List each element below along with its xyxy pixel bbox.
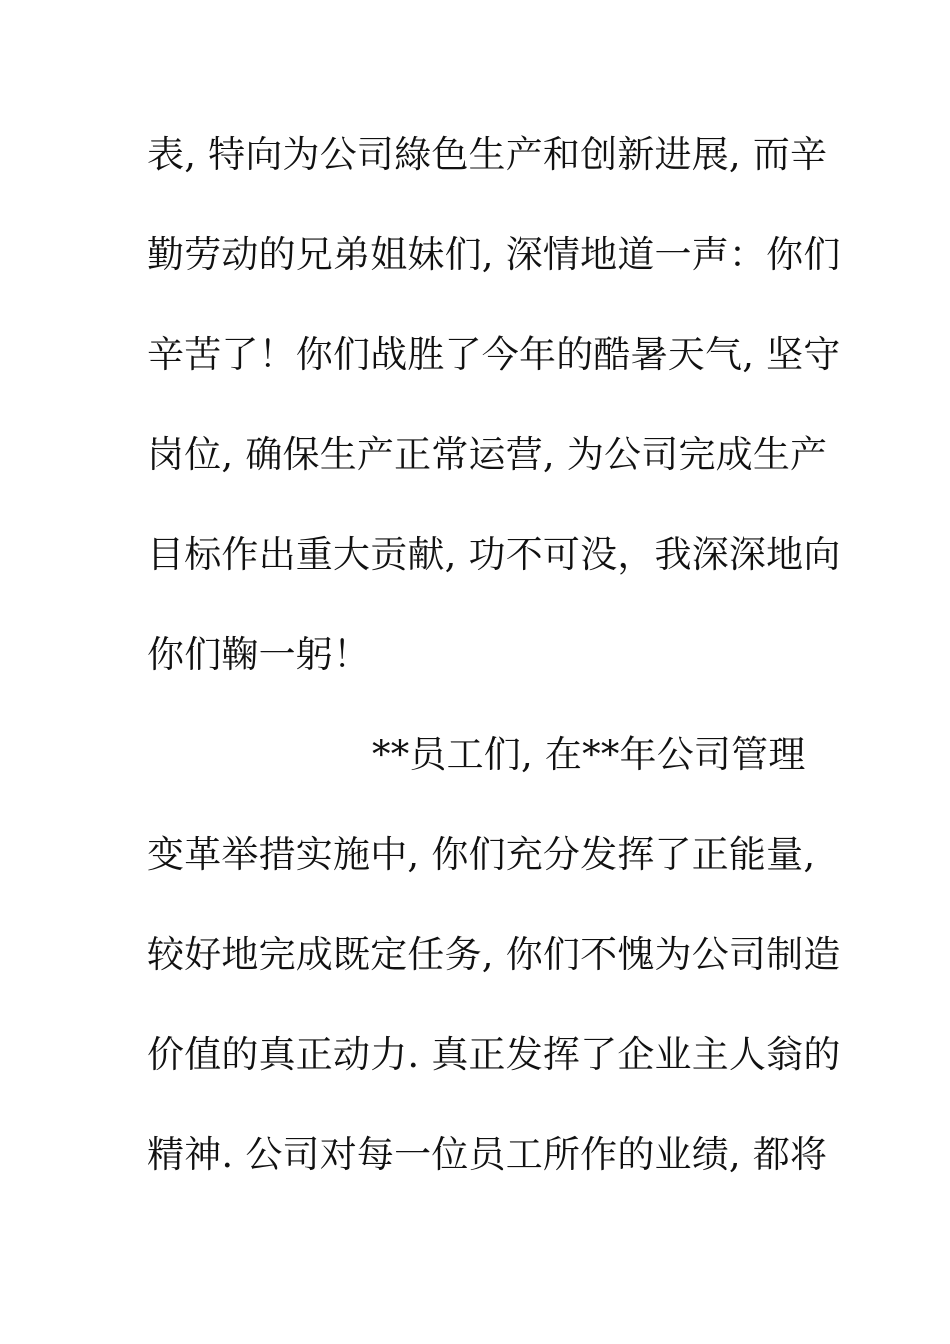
body-text-line: 较好地完成既定任务, 你们不愧为公司制造 xyxy=(147,933,841,976)
body-text-line: 精神. 公司对每一位员工所作的业绩, 都将 xyxy=(147,1133,828,1176)
body-text-line: 目标作出重大贡献, 功不可没，我深深地向 xyxy=(147,533,841,576)
body-text-line: 辛苦了！你们战胜了今年的酷暑天气, 坚守 xyxy=(147,333,841,376)
body-text-line: 表, 特向为公司綠色生产和创新进展, 而辛 xyxy=(147,133,828,176)
body-text-line: 岗位, 确保生产正常运营, 为公司完成生产 xyxy=(147,433,828,476)
body-text-line: 价值的真正动力. 真正发挥了企业主人翁的 xyxy=(147,1033,841,1076)
body-text-line: 你们鞠一躬！ xyxy=(147,633,371,676)
body-text-line: 变革举措实施中, 你们充分发挥了正能量, xyxy=(147,833,816,876)
body-text-line: 勤劳动的兄弟姐妹们, 深情地道一声：你们 xyxy=(147,233,841,276)
paragraph-start-line: **员工们, 在**年公司管理 xyxy=(372,733,806,776)
